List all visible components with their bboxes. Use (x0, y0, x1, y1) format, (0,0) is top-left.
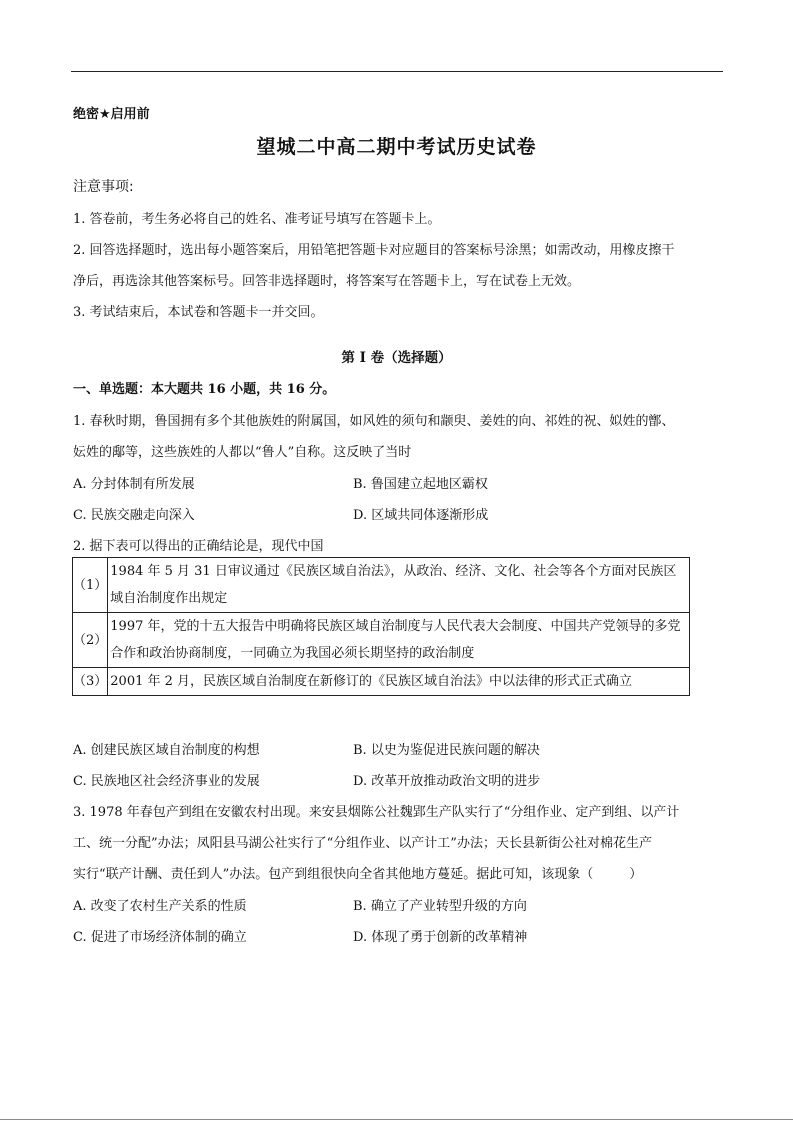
q3-stem-line-3 (73, 863, 642, 882)
section-title: 第 I 卷（选择题） (341, 350, 452, 366)
q3-option-c: C. 促进了市场经济体制的确立 (73, 930, 247, 945)
footer-rule (0, 1119, 793, 1120)
notice-item-3: 3. 考试结束后，本试卷和答题卡一并交回。 (73, 305, 324, 320)
q1-option-b: B. 鲁国建立起地区霸权 (353, 477, 488, 492)
header-rule (71, 71, 723, 72)
q3-stem-line-3-text: 实行“联产计酬、责任到人”办法。包产到组很快向全省其他地方蔓延。据此可知，该现象（ (73, 867, 594, 882)
notice-item-2-line-2: 净后，再选涂其他答案标号。回答非选择题时，将答案写在答题卡上，写在试卷上无效。 (73, 274, 581, 289)
table-row (73, 613, 690, 668)
q2-option-c: C. 民族地区社会经济事业的发展 (73, 774, 260, 789)
q1-stem-line-1: 1. 春秋时期，鲁国拥有多个其他族姓的附属国，如风姓的须句和颛臾、姜姓的向、祁姓的祝、姒姓的鄫、 (73, 414, 675, 429)
part-heading: 一、单选题：本大题共 16 小题，共 16 分。 (73, 382, 336, 397)
table-cell-text: 1984 年 5 月 31 日审议通过《民族区域自治法》，从政治、经济、文化、社会等各个方面对民族区域自治制度作出规定 (108, 558, 690, 613)
q2-option-d: D. 改革开放推动政治文明的进步 (353, 774, 541, 789)
q1-option-a: A. 分封体制有所发展 (73, 477, 195, 492)
q3-stem-close-bracket: ） (629, 867, 643, 882)
q1-stem-line-2: 妘姓的鄅等，这些族姓的人都以“鲁人”自称。这反映了当时 (73, 445, 412, 460)
q1-option-d: D. 区域共同体逐渐形成 (353, 508, 489, 523)
q3-option-a: A. 改变了农村生产关系的性质 (73, 899, 247, 914)
notice-item-1: 1. 答卷前，考生务必将自己的姓名、准考证号填写在答题卡上。 (73, 212, 441, 227)
q3-stem-line-2: 工、统一分配”办法；凤阳县马湖公社实行了“分组作业、以产计工”办法；天长县新街公社对棉花生产 (73, 836, 652, 851)
table-row (73, 668, 690, 696)
q1-option-c: C. 民族交融走向深入 (73, 508, 195, 523)
q3-option-b: B. 确立了产业转型升级的方向 (353, 899, 527, 914)
q2-option-b: B. 以史为鉴促进民族问题的解决 (353, 743, 540, 758)
notice-heading: 注意事项: (73, 179, 134, 195)
secret-label: 绝密★启用前 (73, 107, 150, 122)
table-cell-num: （1） (73, 558, 108, 613)
table-cell-text: 1997 年，党的十五大报告中明确将民族区域自治制度与人民代表大会制度、中国共产党领导的多党合作和政治协商制度，一同确立为我国必须长期坚持的政治制度 (108, 613, 690, 668)
table-cell-num: （3） (73, 668, 108, 696)
q3-option-d: D. 体现了勇于创新的改革精神 (353, 930, 528, 945)
table-cell-text: 2001 年 2 月，民族区域自治制度在新修订的《民族区域自治法》中以法律的形式正式确立 (108, 668, 690, 696)
q2-option-a: A. 创建民族区域自治制度的构想 (73, 743, 260, 758)
table-cell-num: （2） (73, 613, 108, 668)
page-title: 望城二中高二期中考试历史试卷 (256, 136, 537, 158)
notice-item-2-line-1: 2. 回答选择题时，选出每小题答案后，用铅笔把答题卡对应题目的答案标号涂黑；如需改动，用橡皮擦干 (73, 243, 675, 258)
q2-stem: 2. 据下表可以得出的正确结论是，现代中国 (73, 539, 324, 554)
q2-table (72, 557, 690, 696)
q3-stem-line-1: 3. 1978 年春包产到组在安徽农村出现。来安县烟陈公社魏郢生产队实行了“分组作业、定产到组、以产计 (73, 805, 680, 820)
table-row (73, 558, 690, 613)
